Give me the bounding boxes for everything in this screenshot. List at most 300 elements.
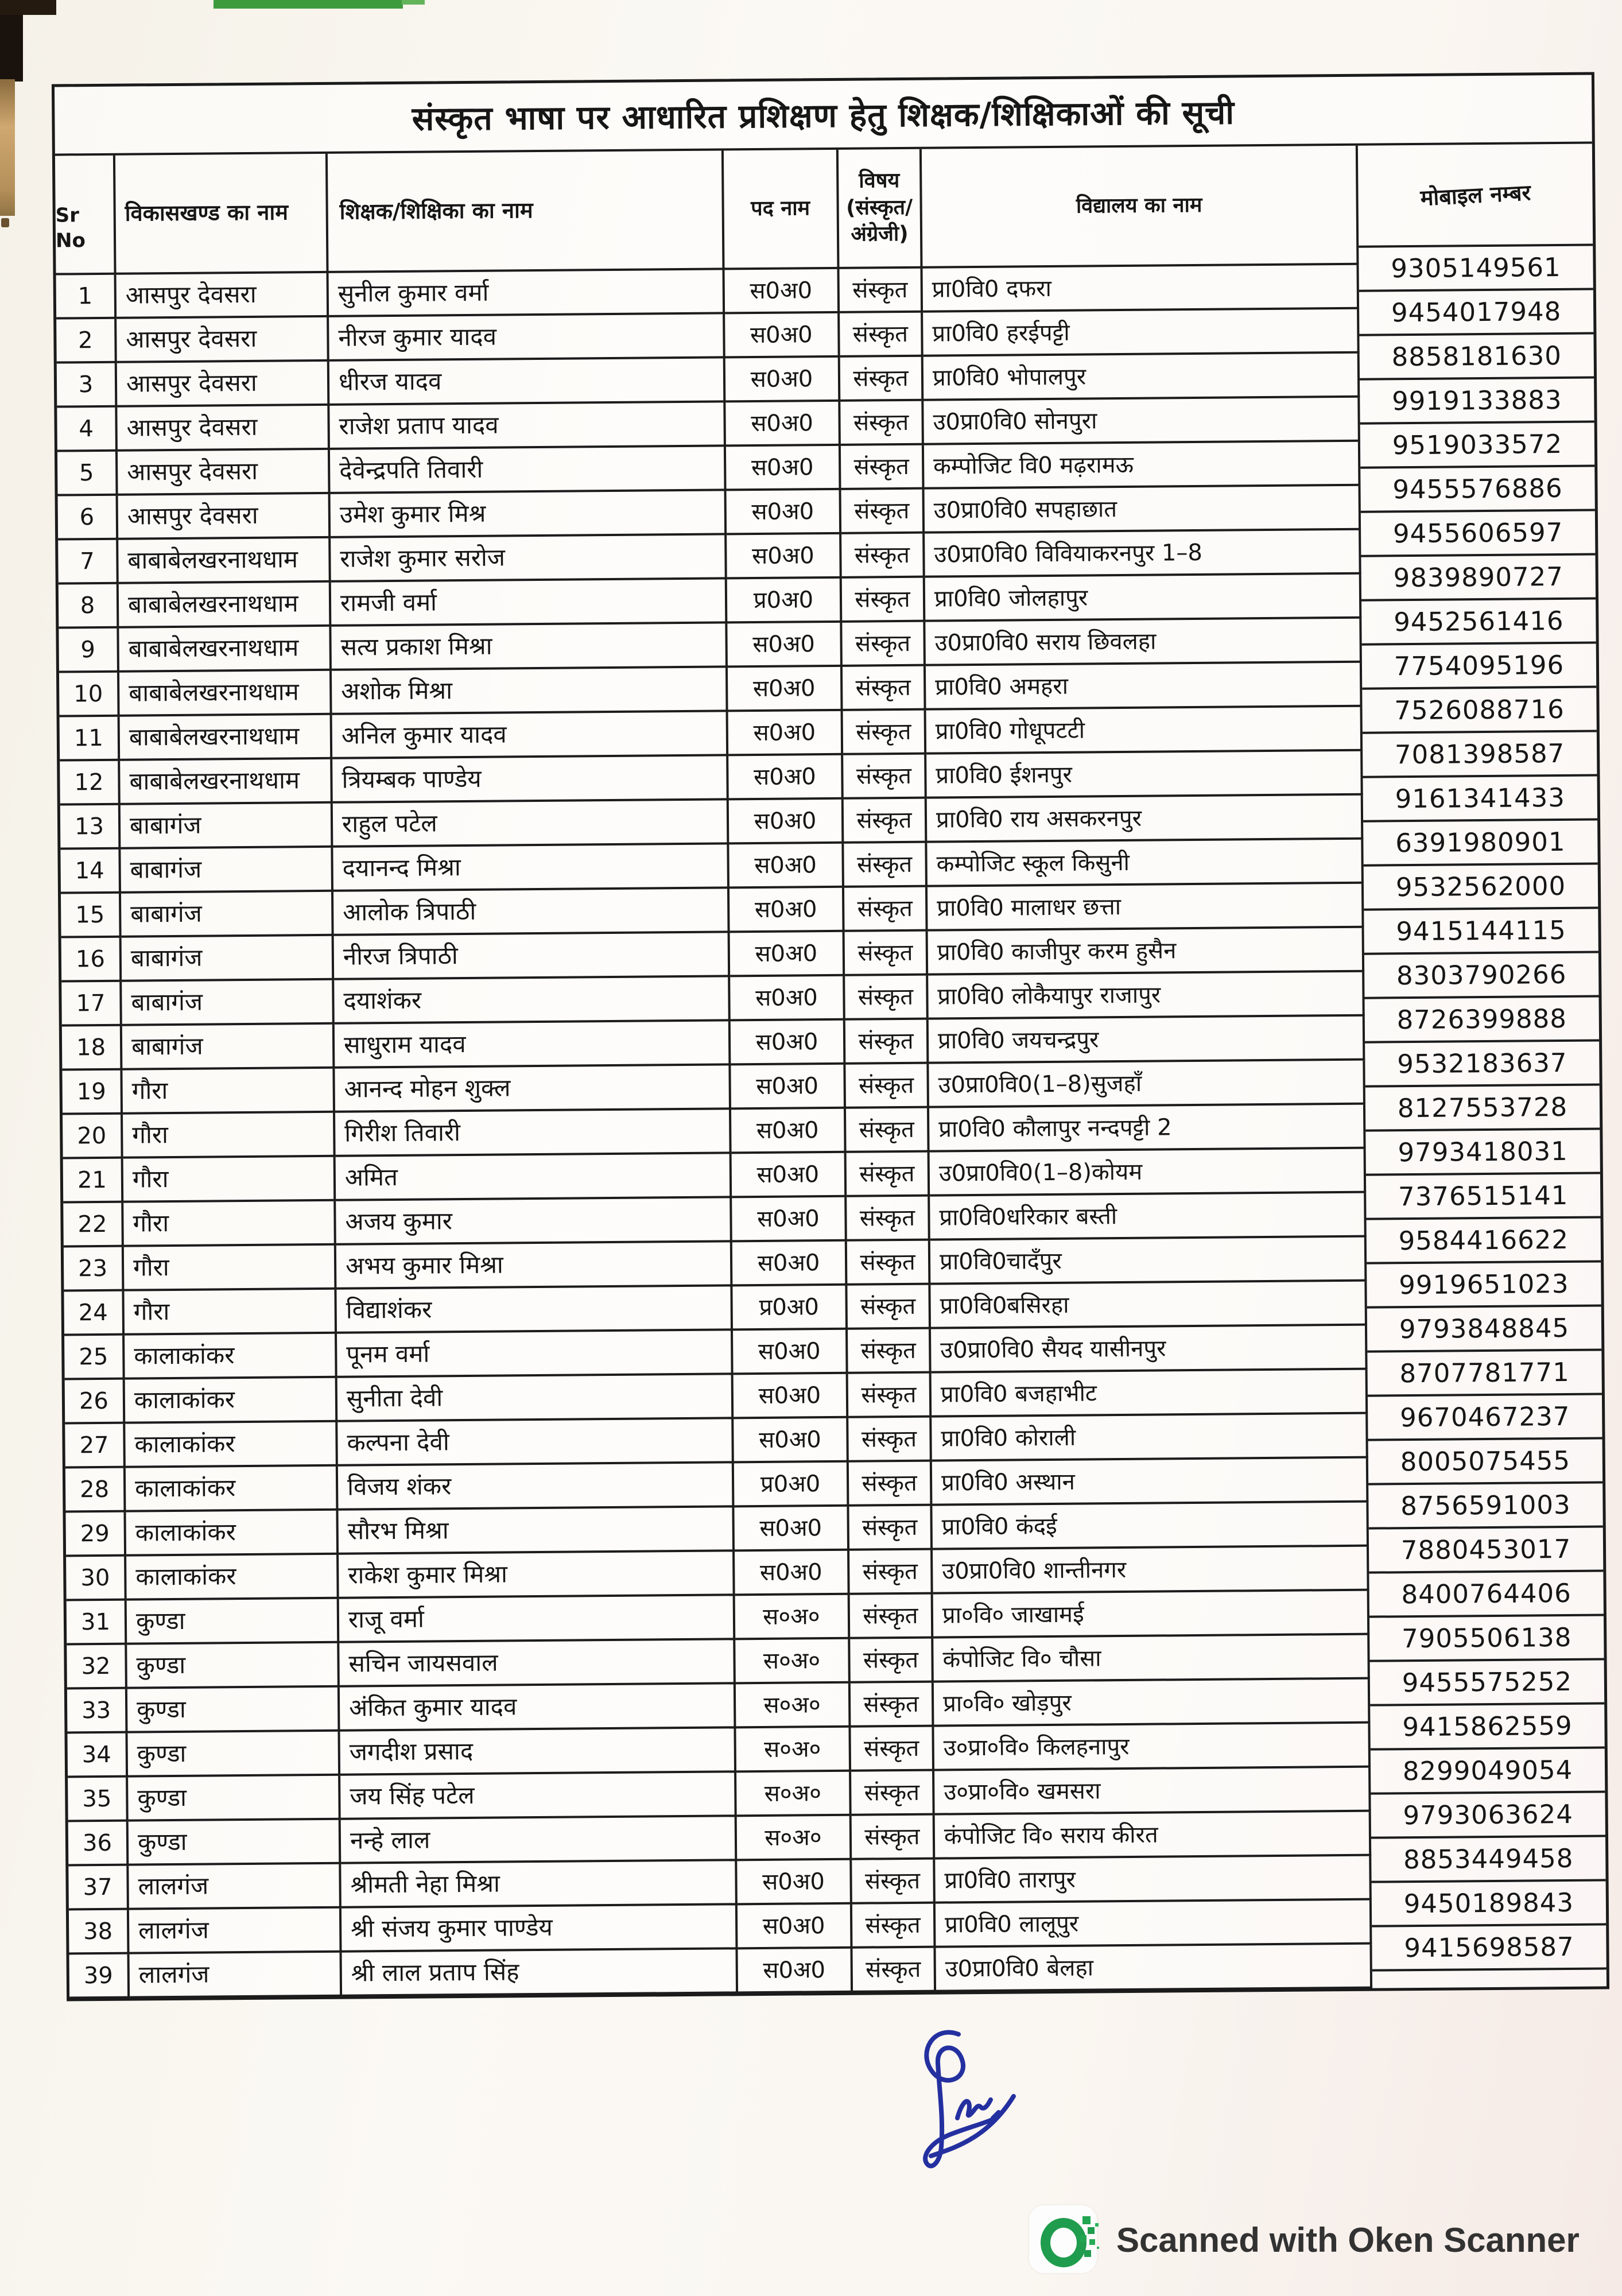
cell-school: प्रा0वि0 जयचन्द्रपुर — [929, 1017, 1365, 1064]
cell-teacher: राकेश कुमार मिश्रा — [339, 1552, 735, 1599]
cell-mobile-spacer — [1363, 749, 1597, 795]
cell-sr-no: 22 — [63, 1203, 124, 1248]
cell-sr-no: 17 — [61, 982, 122, 1027]
column-header-teacher: शिक्षक/शिक्षिका का नाम — [328, 150, 725, 273]
cell-mobile-spacer — [1367, 1235, 1601, 1281]
cell-block: आसपुर देवसरा — [117, 273, 329, 319]
cell-block: गौरा — [123, 1113, 336, 1159]
cell-subject: संस्कृत — [849, 1506, 933, 1551]
cell-teacher: नन्हे लाल — [341, 1817, 738, 1864]
cell-teacher: अजय कुमार — [336, 1198, 732, 1245]
cell-sr-no: 4 — [57, 408, 118, 452]
cell-teacher: आनन्द मोहन शुक्ल — [335, 1065, 731, 1112]
cell-mobile: 8853449458 — [1371, 1837, 1606, 1883]
cell-sr-no: 30 — [66, 1557, 127, 1601]
cell-mobile-spacer — [1372, 1898, 1607, 1944]
cell-post: स०अ० — [735, 1639, 851, 1685]
cell-post: प्र0अ0 — [727, 579, 843, 624]
cell-subject: संस्कृत — [841, 534, 925, 579]
cell-post: स0अ0 — [725, 358, 841, 403]
cell-mobile-spacer — [1369, 1633, 1604, 1679]
cell-teacher: पूनम वर्मा — [337, 1331, 734, 1378]
cell-subject: संस्कृत — [843, 666, 926, 711]
cell-subject: संस्कृत — [847, 1241, 931, 1286]
cell-block: आसपुर देवसरा — [118, 450, 331, 496]
cell-post: स0अ0 — [729, 844, 844, 889]
cell-mobile-spacer — [1371, 1766, 1605, 1812]
cell-mobile: 8726399888 — [1365, 997, 1600, 1043]
cell-post: स0अ0 — [730, 932, 845, 978]
cell-school: प्रा0वि0बसिरहा — [930, 1282, 1367, 1329]
cell-block: कालाकांकर — [126, 1511, 339, 1557]
cell-block: कालाकांकर — [125, 1422, 338, 1468]
cell-block: बाबागंज — [122, 1025, 335, 1071]
cell-teacher: श्री संजय कुमार पाण्डेय — [342, 1905, 738, 1952]
cell-teacher: जगदीश प्रसाद — [340, 1728, 736, 1775]
cell-mobile-spacer — [1370, 1677, 1605, 1723]
cell-mobile-spacer — [1368, 1412, 1602, 1458]
cell-mobile-spacer — [1363, 705, 1597, 751]
cell-school: प्रा0वि0 कंदई — [932, 1503, 1369, 1550]
cell-mobile: 9670467237 — [1368, 1395, 1602, 1441]
cell-mobile: 9584416622 — [1367, 1218, 1601, 1264]
cell-block: बाबाबेलखरनाथधाम — [119, 627, 332, 673]
cell-mobile-spacer — [1368, 1368, 1602, 1414]
cell-subject: संस्कृत — [839, 269, 923, 313]
cell-sr-no: 16 — [61, 938, 122, 983]
cell-school: उ0प्रा0वि0 विवियाकरनपुर 1–8 — [925, 530, 1361, 578]
cell-mobile: 9454017948 — [1359, 290, 1594, 336]
cell-mobile-spacer — [1361, 573, 1596, 619]
cell-sr-no: 39 — [69, 1954, 130, 1999]
oken-scanner-logo — [1029, 2205, 1097, 2273]
cell-mobile: 9161341433 — [1363, 776, 1597, 822]
cell-block: कुण्डा — [129, 1820, 342, 1866]
cell-sr-no: 18 — [62, 1026, 123, 1071]
cell-block: बाबागंज — [121, 848, 333, 894]
cell-block: बाबाबेलखरनाथधाम — [118, 538, 331, 584]
cell-subject: संस्कृत — [845, 932, 929, 976]
cell-post: स0अ0 — [733, 1330, 848, 1375]
cell-sr-no: 13 — [60, 805, 121, 850]
cell-teacher: देवेन्द्रपति तिवारी — [330, 447, 727, 494]
cell-subject: संस्कृत — [849, 1462, 933, 1507]
cell-post: स०अ० — [736, 1772, 852, 1817]
cell-mobile-spacer — [1359, 308, 1594, 354]
cell-subject: संस्कृत — [852, 1816, 936, 1860]
cell-block: बाबाबेलखरनाथधाम — [119, 583, 332, 629]
cell-mobile: 9793418031 — [1365, 1130, 1600, 1176]
cell-mobile-spacer — [1363, 837, 1598, 883]
cell-teacher: कल्पना देवी — [337, 1419, 734, 1466]
oken-ring-icon — [1041, 2218, 1086, 2267]
cell-teacher: राजेश प्रताप यादव — [329, 402, 726, 449]
cell-mobile-spacer — [1360, 352, 1594, 398]
cell-teacher: राहुल पटेल — [333, 800, 729, 847]
cell-school: प्रा0वि0 दफरा — [922, 265, 1359, 313]
cell-teacher: सुनील कुमार वर्मा — [329, 270, 725, 317]
cell-post: स0अ0 — [732, 1197, 847, 1243]
cell-teacher: साधुराम यादव — [335, 1021, 731, 1068]
cell-post: स०अ० — [736, 1684, 851, 1729]
cell-block: बाबागंज — [122, 980, 335, 1026]
cell-mobile-spacer — [1368, 1500, 1603, 1546]
cell-mobile: 9793063624 — [1371, 1793, 1605, 1839]
cell-school: प्रा०वि० खोड़पुर — [934, 1680, 1371, 1727]
cell-mobile: 7376515141 — [1366, 1174, 1601, 1220]
cell-school: प्रा0वि0 काजीपुर करम हुसैन — [928, 928, 1365, 976]
cell-mobile: 7880453017 — [1369, 1527, 1604, 1573]
cell-sr-no: 10 — [59, 673, 120, 718]
cell-post: स0अ0 — [725, 402, 841, 447]
cell-block: गौरा — [123, 1157, 336, 1203]
cell-post: स0अ0 — [728, 667, 843, 712]
cell-teacher: दयानन्द मिश्रा — [333, 844, 729, 891]
cell-block: कुण्डा — [127, 1599, 340, 1645]
cell-sr-no: 25 — [64, 1336, 125, 1380]
cell-school: प्रा०वि० जाखामई — [933, 1591, 1370, 1639]
cell-sr-no: 14 — [60, 850, 121, 894]
teacher-list-table — [52, 72, 1609, 2001]
cell-subject: संस्कृत — [843, 711, 927, 755]
cell-school: प्रा0वि0 कौलापुर नन्दपट्टी 2 — [929, 1105, 1366, 1153]
cell-post: स0अ0 — [734, 1507, 849, 1552]
cell-school: प्रा0वि0 अमहरा — [926, 663, 1363, 711]
cell-school: प्रा0वि0 लालूपुर — [936, 1901, 1372, 1948]
cell-post: स0अ0 — [732, 1242, 848, 1287]
scan-artifact-green-bar2 — [402, 0, 425, 5]
cell-mobile-spacer — [1362, 661, 1597, 707]
cell-school: कम्पोजिट वि0 मढ़रामऊ — [924, 442, 1361, 490]
cell-mobile: 9455576886 — [1360, 467, 1595, 513]
cell-subject: संस्कृत — [840, 313, 923, 358]
cell-school: प्रा0वि0 अस्थान — [932, 1459, 1369, 1506]
scan-artifact-corner-top — [0, 0, 56, 15]
cell-mobile-spacer — [1372, 1942, 1607, 1988]
cell-mobile-spacer — [1367, 1279, 1601, 1325]
cell-sr-no: 7 — [58, 540, 119, 585]
cell-teacher: श्री लाल प्रताप सिंह — [342, 1949, 739, 1996]
cell-subject: संस्कृत — [840, 401, 924, 446]
cell-post: स0अ0 — [729, 888, 845, 933]
cell-school: उ0प्रा0वि0 बेलहा — [936, 1945, 1372, 1992]
cell-block: कुण्डा — [127, 1688, 340, 1733]
cell-mobile-spacer — [1369, 1545, 1604, 1591]
cell-teacher: दयाशंकर — [334, 977, 731, 1024]
cell-subject: संस्कृत — [850, 1595, 934, 1639]
cell-sr-no: 19 — [62, 1071, 123, 1115]
column-header-mobile-label: मोबाइल नम्बर — [1419, 180, 1531, 211]
cell-mobile: 9455606597 — [1361, 511, 1596, 557]
cell-block: आसपुर देवसरा — [117, 317, 329, 363]
cell-school: उ0प्रा0वि0 सपहाछात — [925, 486, 1361, 534]
cell-school: उ0प्रा0वि0 सैयद यासीनपुर — [931, 1326, 1368, 1374]
cell-sr-no: 32 — [67, 1645, 127, 1690]
cell-sr-no: 38 — [69, 1910, 130, 1955]
cell-subject: संस्कृत — [844, 887, 928, 932]
cell-block: आसपुर देवसरा — [117, 362, 330, 408]
cell-mobile: 8707781771 — [1367, 1351, 1602, 1397]
cell-school: कंपोजिट वि० चौसा — [933, 1635, 1370, 1683]
cell-subject: संस्कृत — [842, 578, 926, 623]
cell-mobile-spacer — [1368, 1456, 1603, 1502]
cell-mobile: 7905506138 — [1369, 1616, 1604, 1662]
cell-school: उ0प्रा0वि0(1–8)कोयम — [930, 1149, 1367, 1197]
cell-post: स0अ0 — [731, 1109, 847, 1154]
cell-block: कुण्डा — [127, 1643, 340, 1689]
cell-teacher: विजय शंकर — [338, 1463, 735, 1510]
cell-subject: संस्कृत — [845, 1064, 929, 1109]
cell-subject: संस्कृत — [852, 1948, 936, 1993]
cell-subject: संस्कृत — [850, 1639, 934, 1684]
cell-subject: संस्कृत — [846, 1108, 930, 1153]
cell-subject: संस्कृत — [851, 1771, 935, 1816]
cell-post: स0अ0 — [727, 534, 842, 580]
cell-subject: संस्कृत — [842, 622, 926, 667]
cell-teacher: अनिल कुमार यादव — [332, 712, 729, 759]
cell-post: स0अ0 — [732, 1153, 847, 1199]
cell-mobile-spacer — [1371, 1810, 1606, 1856]
cell-sr-no: 9 — [59, 629, 119, 673]
cell-subject: संस्कृत — [844, 799, 928, 844]
cell-sr-no: 20 — [63, 1115, 123, 1159]
cell-subject: संस्कृत — [848, 1418, 932, 1463]
cell-teacher: अभय कुमार मिश्रा — [336, 1242, 733, 1289]
cell-mobile-spacer — [1365, 1058, 1600, 1104]
cell-sr-no: 31 — [67, 1601, 127, 1646]
cell-subject: संस्कृत — [840, 357, 924, 402]
scan-artifact-edge — [0, 79, 15, 216]
cell-block: कालाकांकर — [125, 1334, 337, 1380]
cell-mobile: 8299049054 — [1371, 1748, 1605, 1794]
cell-sr-no: 3 — [57, 363, 118, 408]
cell-school: प्रा0वि0 गोधूपटटी — [926, 707, 1363, 755]
cell-mobile-spacer — [1360, 396, 1594, 442]
cell-sr-no: 36 — [68, 1822, 129, 1867]
cell-teacher: सुनीता देवी — [337, 1375, 734, 1422]
cell-sr-no: 8 — [59, 584, 119, 629]
cell-mobile: 9415698587 — [1372, 1925, 1607, 1971]
cell-block: लालगंज — [129, 1909, 342, 1954]
cell-teacher: अमित — [336, 1154, 732, 1201]
cell-block: कालाकांकर — [125, 1378, 338, 1424]
cell-post: स0अ0 — [725, 313, 840, 359]
cell-school: उ0प्रा0वि0 सराय छिवलहा — [925, 619, 1362, 666]
cell-subject: संस्कृत — [851, 1683, 934, 1728]
cell-mobile: 9532562000 — [1364, 864, 1598, 910]
cell-mobile: 9839890727 — [1361, 556, 1596, 602]
cell-teacher: धीरज यादव — [329, 358, 726, 405]
cell-teacher: सचिन जायसवाल — [339, 1640, 736, 1687]
cell-post: स0अ0 — [734, 1374, 849, 1420]
cell-mobile-spacer — [1365, 1014, 1600, 1060]
cell-school: प्रा0वि0 बजहाभीट — [932, 1370, 1368, 1418]
cell-sr-no: 33 — [67, 1689, 128, 1734]
cell-teacher: रामजी वर्मा — [331, 579, 728, 626]
column-header-sr: Sr No — [55, 156, 117, 276]
column-header-mobile-spacer — [1358, 144, 1593, 265]
cell-teacher: उमेश कुमार मिश्र — [331, 491, 727, 538]
cell-mobile: 9455575252 — [1370, 1660, 1605, 1706]
cell-block: गौरा — [123, 1201, 336, 1247]
cell-school: उ०प्रा०वि० किलहनापुर — [934, 1724, 1371, 1771]
cell-post: स०अ० — [735, 1595, 851, 1640]
cell-block: आसपुर देवसरा — [118, 494, 331, 540]
cell-block: लालगंज — [129, 1864, 342, 1910]
cell-teacher: अशोक मिश्रा — [332, 668, 728, 715]
column-header-subject: विषय (संस्कृत/ अंग्रेजी) — [839, 149, 923, 269]
cell-block: गौरा — [122, 1069, 335, 1115]
cell-block: बाबागंज — [122, 936, 335, 982]
cell-post: स0अ0 — [735, 1551, 850, 1596]
cell-mobile: 9415144115 — [1364, 909, 1598, 955]
cell-block: आसपुर देवसरा — [117, 406, 330, 452]
cell-school: प्रा0वि0 राय असकरनपुर — [927, 796, 1364, 843]
cell-post: प्र0अ0 — [732, 1286, 848, 1331]
cell-school: प्रा0वि0चादँपुर — [930, 1238, 1367, 1285]
cell-school: प्रा0वि0 तारापुर — [935, 1856, 1372, 1904]
cell-post: स0अ0 — [728, 711, 844, 757]
cell-post: स0अ0 — [727, 623, 843, 668]
cell-subject: संस्कृत — [847, 1285, 931, 1330]
cell-mobile: 9519033572 — [1360, 423, 1595, 469]
cell-teacher: सौरभ मिश्रा — [338, 1507, 735, 1554]
cell-sr-no: 15 — [61, 894, 122, 938]
cell-teacher: नीरज कुमार यादव — [329, 314, 725, 361]
cell-block: लालगंज — [130, 1953, 343, 1999]
cell-teacher: विद्याशंकर — [336, 1286, 733, 1333]
cell-mobile: 9415862559 — [1370, 1704, 1605, 1750]
cell-mobile: 8858181630 — [1359, 335, 1594, 381]
cell-mobile: 9919651023 — [1367, 1262, 1601, 1308]
cell-school: प्रा0वि0 कोराली — [932, 1414, 1368, 1462]
cell-mobile-spacer — [1370, 1721, 1605, 1767]
column-header-block: विकासखण्ड का नाम — [115, 154, 329, 275]
cell-sr-no: 26 — [65, 1380, 126, 1425]
cell-mobile-spacer — [1367, 1324, 1602, 1370]
cell-subject: संस्कृत — [844, 843, 928, 888]
scan-artifact-green-bar — [214, 0, 403, 9]
cell-post: प्र0अ0 — [734, 1463, 849, 1508]
cell-mobile: 8756591003 — [1368, 1483, 1603, 1529]
cell-block: गौरा — [124, 1246, 337, 1292]
cell-subject: संस्कृत — [848, 1329, 932, 1374]
cell-mobile: 7754095196 — [1362, 644, 1597, 690]
cell-subject: संस्कृत — [847, 1197, 930, 1242]
cell-school: उ0प्रा0वि0 सोनपुरा — [923, 398, 1360, 445]
cell-post: स0अ0 — [727, 490, 842, 536]
signature — [901, 2026, 1033, 2187]
cell-teacher: सत्य प्रकाश मिश्रा — [331, 623, 728, 670]
cell-mobile-spacer — [1361, 617, 1596, 663]
cell-mobile: 9532183637 — [1365, 1041, 1600, 1087]
cell-subject: संस्कृत — [851, 1727, 934, 1772]
cell-teacher: राजेश कुमार सरोज — [331, 535, 727, 582]
cell-post: स0अ0 — [731, 1021, 846, 1066]
cell-teacher: जय सिंह पटेल — [340, 1773, 737, 1820]
cell-post: स0अ0 — [728, 755, 844, 801]
cell-school: प्रा0वि0 ईशनपुर — [926, 751, 1363, 799]
cell-mobile: 9450189843 — [1372, 1881, 1607, 1927]
cell-subject: संस्कृत — [852, 1860, 936, 1905]
cell-mobile-spacer — [1361, 529, 1596, 575]
cell-sr-no: 28 — [65, 1468, 126, 1513]
cell-mobile-spacer — [1371, 1854, 1606, 1900]
cell-sr-no: 34 — [67, 1733, 128, 1778]
cell-school: कम्पोजिट स्कूल किसुनी — [927, 840, 1364, 887]
cell-mobile-spacer — [1366, 1147, 1601, 1193]
cell-mobile: 8303790266 — [1364, 953, 1599, 999]
cell-school: प्रा0वि0 जोलहापुर — [925, 575, 1362, 622]
cell-sr-no: 35 — [68, 1778, 129, 1822]
cell-school: प्रा0वि0 मालाधर छत्ता — [928, 884, 1364, 932]
cell-teacher: राजू वर्मा — [339, 1596, 736, 1643]
cell-subject: संस्कृत — [843, 755, 927, 800]
cell-mobile: 8400764406 — [1369, 1572, 1604, 1618]
cell-block: कुण्डा — [127, 1732, 340, 1778]
scanner-footer-text: Scanned with Oken Scanner — [1116, 2221, 1580, 2259]
cell-post: स0अ0 — [737, 1860, 852, 1906]
cell-teacher: नीरज त्रिपाठी — [334, 933, 731, 980]
cell-post: स0अ0 — [731, 1065, 846, 1110]
cell-school: उ0प्रा0वि0(1–8)सुजहाँ — [929, 1061, 1365, 1108]
cell-school: प्रा0वि0धरिकार बस्ती — [930, 1193, 1367, 1241]
cell-subject: संस्कृत — [852, 1904, 936, 1949]
cell-sr-no: 1 — [56, 275, 117, 320]
cell-sr-no: 6 — [58, 496, 119, 541]
cell-post: स0अ0 — [726, 446, 841, 491]
cell-sr-no: 12 — [60, 761, 121, 806]
cell-block: बाबाबेलखरनाथधाम — [120, 759, 333, 805]
cell-teacher: आलोक त्रिपाठी — [333, 889, 730, 936]
cell-mobile-spacer — [1364, 882, 1598, 928]
cell-block: बाबागंज — [121, 804, 333, 850]
column-header-post: पद नाम — [724, 150, 840, 270]
cell-block: कुण्डा — [128, 1776, 341, 1822]
column-header-school: विद्यालय का नाम — [922, 146, 1359, 269]
cell-subject: संस्कृत — [841, 490, 925, 534]
cell-block: कालाकांकर — [126, 1467, 339, 1512]
cell-sr-no: 21 — [63, 1159, 124, 1204]
cell-mobile-spacer — [1364, 926, 1599, 972]
cell-subject: संस्कृत — [848, 1374, 932, 1418]
cell-subject: संस्कृत — [847, 1153, 930, 1197]
cell-mobile: 8127553728 — [1365, 1085, 1600, 1131]
cell-teacher: त्रियम्बक पाण्डेय — [332, 756, 729, 803]
cell-mobile-spacer — [1369, 1589, 1604, 1635]
cell-block: कालाकांकर — [126, 1555, 339, 1601]
cell-mobile-spacer — [1360, 484, 1595, 530]
cell-sr-no: 5 — [57, 452, 118, 497]
cell-mobile-spacer — [1366, 1191, 1601, 1237]
cell-block: गौरा — [124, 1290, 337, 1336]
cell-school: उ०प्रा०वि० खमसरा — [934, 1768, 1371, 1816]
cell-sr-no: 24 — [64, 1292, 125, 1336]
cell-school: प्रा0वि0 भोपालपुर — [923, 354, 1360, 401]
cell-sr-no: 23 — [64, 1247, 125, 1292]
cell-subject: संस्कृत — [845, 1020, 929, 1065]
cell-mobile-spacer — [1365, 1103, 1600, 1149]
cell-mobile: 9793848845 — [1367, 1306, 1602, 1352]
cell-mobile-spacer — [1359, 263, 1593, 309]
cell-mobile-spacer — [1364, 970, 1599, 1016]
cell-mobile: 6391980901 — [1363, 820, 1598, 866]
cell-block: बाबाबेलखरनाथधाम — [119, 671, 332, 717]
cell-sr-no: 27 — [65, 1424, 126, 1469]
cell-post: स०अ० — [737, 1816, 852, 1861]
cell-mobile: 7526088716 — [1362, 688, 1597, 734]
cell-teacher: श्रीमती नेहा मिश्रा — [341, 1861, 738, 1908]
